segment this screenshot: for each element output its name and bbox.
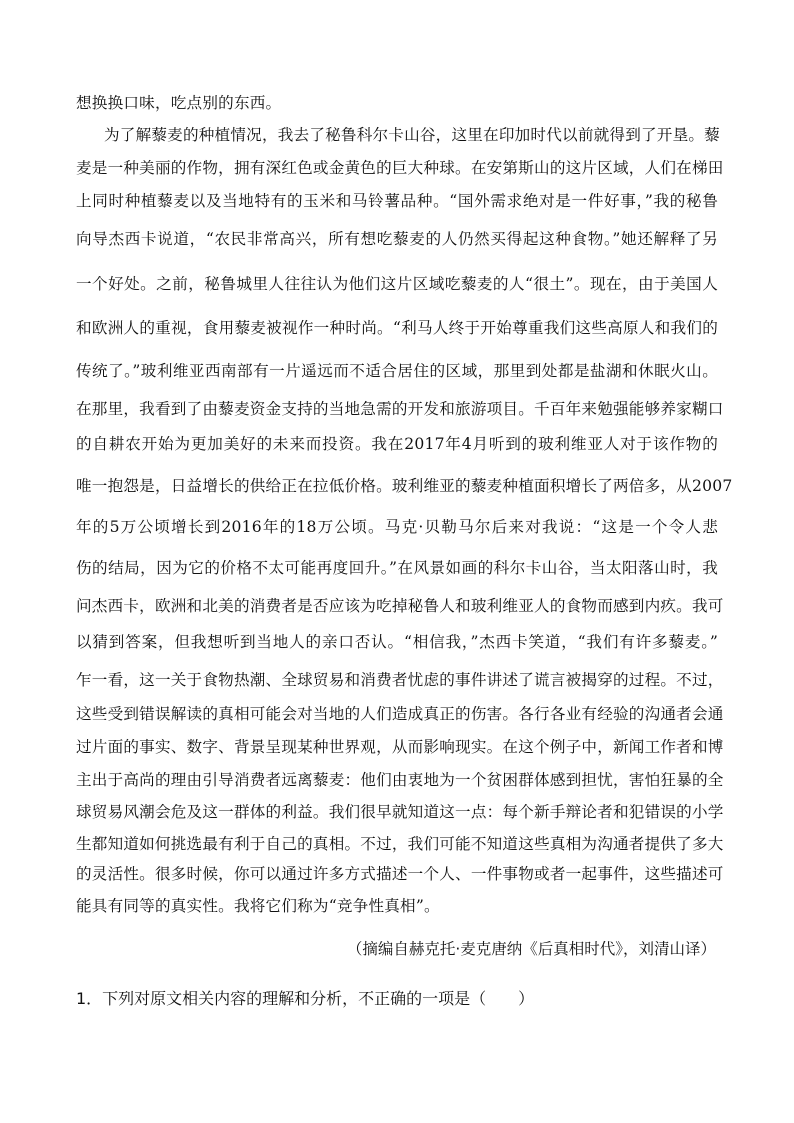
article-line: 这些受到错误解读的真相可能会对当地的人们造成真正的伤害。各行各业有经验的沟通者会通: [76, 705, 724, 723]
article-line: 的自耕农开始为更加美好的未来而投资。我在2017年4月听到的玻利维亚人对于该作物的: [76, 435, 718, 453]
article-line: 乍一看，这一关于食物热潮、全球贸易和消费者忧虑的事件讲述了谎言被揭穿的过程。不过，: [76, 671, 724, 689]
article-source: （摘编自赫克托·麦克唐纳《后真相时代》，刘清山译）: [346, 940, 716, 958]
article-line: 传统了。”玻利维亚西南部有一片遥远而不适合居住的区域，那里到处都是盐湖和休眠火山。: [76, 362, 718, 380]
article-line: 主出于高尚的理由引导消费者远离藜麦：他们由衷地为一个贫困群体感到担忧，害怕狂暴的全: [76, 771, 724, 789]
article-line: 问杰西卡，欧洲和北美的消费者是否应该为吃掉秘鲁人和玻利维亚人的食物而感到内疚。我可: [76, 597, 724, 615]
article-line: 的灵活性。很多时候，你可以通过许多方式描述一个人、一件事物或者一起事件，这些描述可: [76, 865, 724, 883]
article-line: 向导杰西卡说道，“农民非常高兴，所有想吃藜麦的人仍然买得起这种食物。”她还解释了另: [76, 230, 718, 248]
question-text: 1．下列对原文相关内容的理解和分析，不正确的一项是（ ）: [76, 989, 535, 1008]
article-line: 和欧洲人的重视，食用藜麦被视作一种时尚。“利马人终于开始尊重我们这些高原人和我们的: [76, 319, 718, 337]
article-line: 伤的结局，因为它的价格不太可能再度回升。”在风景如画的科尔卡山谷，当太阳落山时，我: [76, 559, 718, 577]
article-line: 唯一抱怨是，日益增长的供给正在拉低价格。玻利维亚的藜麦种植面积增长了两倍多，从2007: [76, 477, 733, 495]
article-line: 球贸易风潮会危及这一群体的利益。我们很早就知道这一点：每个新手辩论者和犯错误的小学: [76, 803, 724, 821]
article-line: 在那里，我看到了由藜麦资金支持的当地急需的开发和旅游项目。千百年来勉强能够养家糊口: [76, 400, 724, 418]
article-line: 以猜到答案，但我想听到当地人的亲口否认。“相信我，”杰西卡笑道，“我们有许多藜麦。”: [76, 633, 718, 651]
article-line: 想换换口味，吃点别的东西。: [76, 94, 282, 112]
article-line: 能具有同等的真实性。我将它们称为“竞争性真相”。: [76, 897, 440, 915]
article-line: 麦是一种美丽的作物，拥有深红色或金黄色的巨大种球。在安第斯山的这片区域，人们在梯田: [76, 159, 724, 177]
article-line: 一个好处。之前，秘鲁城里人往往认为他们这片区域吃藜麦的人“很土”。现在，由于美国人: [76, 275, 718, 293]
article-line: 过片面的事实、数字、背景呈现某种世界观，从而影响现实。在这个例子中，新闻工作者和博: [76, 738, 724, 756]
article-line: 上同时种植藜麦以及当地特有的玉米和马铃薯品种。“国外需求绝对是一件好事，”我的秘鲁: [76, 192, 718, 210]
article-line: 为了解藜麦的种植情况，我去了秘鲁科尔卡山谷，这里在印加时代以前就得到了开垦。藜: [104, 126, 720, 144]
article-line: 年的5万公顷增长到2016年的18万公顷。马克·贝勒马尔后来对我说：“这是一个令人悲: [76, 518, 718, 536]
article-line: 生都知道如何挑选最有利于自己的真相。不过，我们可能不知道这些真相为沟通者提供了多大: [76, 835, 724, 853]
